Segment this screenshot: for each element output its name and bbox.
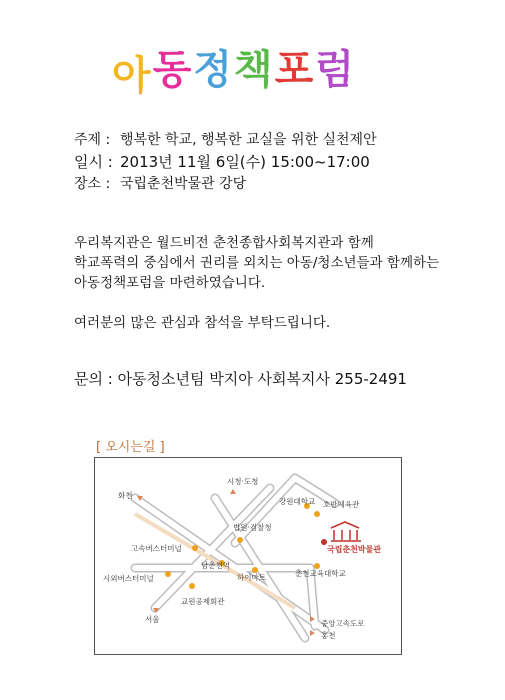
place-line — [74, 174, 246, 194]
map-label-court: 법원·검찰청 — [233, 523, 272, 532]
body-line-3: 아동정책포럼을 마련하였습니다. — [74, 275, 266, 291]
date-value: 2013년 11월 6일(수) 15:00~17:00 — [120, 153, 370, 171]
contact-line: 문의 : 아동청소년팀 박지아 사회복지사 255-2491 — [74, 370, 407, 388]
map-graphic — [95, 458, 401, 654]
title-char: 포 — [274, 47, 314, 93]
map-label-himart: 하이마트 — [237, 573, 266, 582]
topic-value: 행복한 학교, 행복한 교실을 위한 실천제안 — [120, 132, 377, 148]
title-char: 동 — [152, 47, 192, 93]
title-char: 정 — [193, 47, 232, 93]
forum-title — [112, 30, 356, 99]
map-label-teachers-hall: 교원공제회관 — [181, 597, 225, 606]
map-label-namchuncheon: 남춘천역 — [201, 561, 230, 570]
museum-icon — [331, 522, 361, 541]
title-char: 럼 — [315, 47, 354, 93]
map-label-museum: 국립춘천박물관 — [327, 545, 382, 554]
title-char: 아 — [112, 53, 151, 99]
body-line-1: 우리복지관은 월드비전 춘천종합사회복지관과 함께 — [74, 235, 374, 251]
directions-map — [94, 457, 402, 655]
map-label-edu-univ: 춘천교육대학교 — [295, 569, 346, 578]
place-value: 국립춘천박물관 강당 — [120, 176, 247, 192]
map-label-seoul: 서울 — [145, 615, 160, 624]
map-label-kangwon-univ: 강원대학교 — [279, 497, 316, 506]
map-title: [ 오시는길 ] — [96, 440, 165, 455]
body-line-4: 여러분의 많은 관심과 참석을 부탁드립니다. — [74, 315, 331, 331]
map-label-express-terminal: 고속버스터미널 — [131, 544, 182, 553]
map-label-intercity-terminal: 시외버스터미널 — [103, 574, 154, 583]
title-char: 책 — [233, 47, 273, 93]
date-line — [74, 152, 370, 172]
map-label-cityhall: 시청·도청 — [227, 477, 259, 486]
place-label: 장소 : — [74, 176, 111, 192]
map-label-hwacheon: 화천 — [118, 491, 133, 500]
topic-label: 주제 : — [74, 132, 111, 148]
map-label-highway: 중앙고속도로 — [321, 619, 365, 628]
map-label-hongcheon: 홍천 — [321, 631, 336, 640]
date-label: 일시 : — [74, 153, 113, 171]
map-label-hoban-gym: 호반체육관 — [323, 500, 360, 509]
body-line-2: 학교폭력의 중심에서 권리를 외치는 아동/청소년들과 함께하는 — [74, 255, 440, 271]
topic-line — [74, 130, 377, 150]
